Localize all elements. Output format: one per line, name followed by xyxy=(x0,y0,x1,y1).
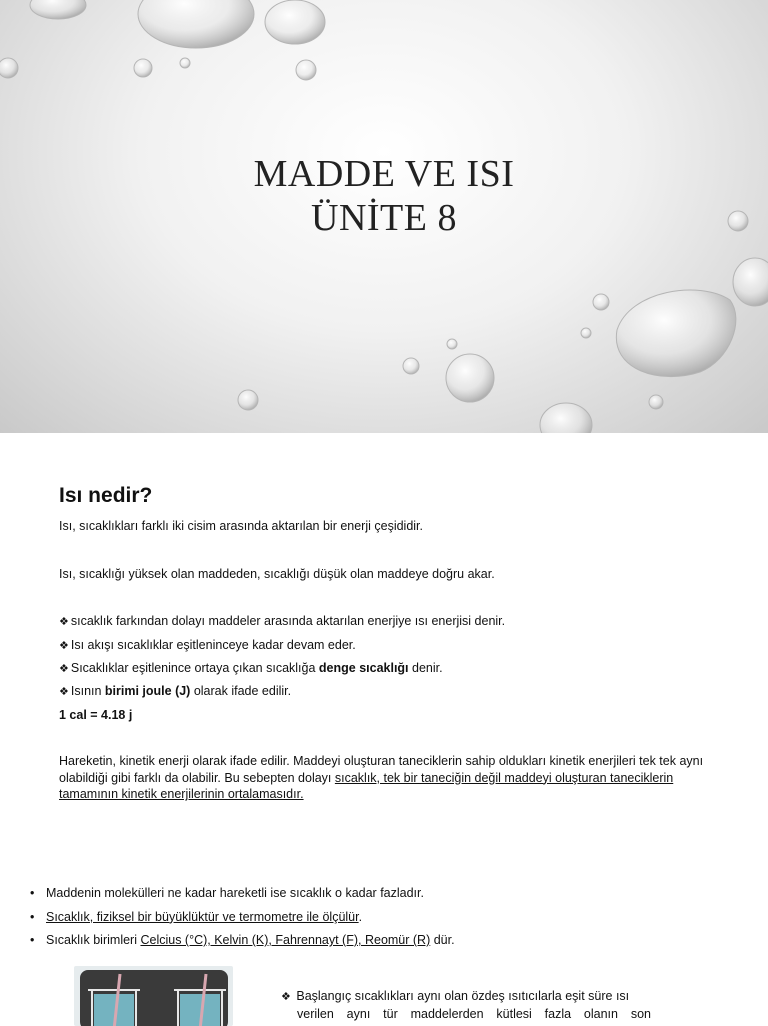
bullet-icon: • xyxy=(30,909,35,924)
beakers-illustration xyxy=(74,966,233,1026)
diamond-item-bold: denge sıcaklığı xyxy=(318,661,409,675)
paragraph-text: Hareketin, kinetik enerji olarak ifade edilir. Maddeyi oluşturan taneciklerin sahip oldukları kinetik enerjileri tek tek aynı olabildiği gibi farklı da olabilir. Bu sebepten dolayı xyxy=(59,754,704,785)
paragraph-underlined: sıcaklık, tek bir taneciğin değil maddeyi oluşturan taneciklerin tamamının kinetik enerjilerinin ortalamasıdır. xyxy=(59,770,674,801)
bottom-paragraph xyxy=(281,988,651,1022)
diamond-item-4 xyxy=(59,683,291,701)
bullet-icon: • xyxy=(30,933,35,947)
diamond-bullet-icon: ❖ xyxy=(59,616,69,628)
list-item-text xyxy=(46,909,362,926)
beakers-image xyxy=(74,966,233,1026)
list-item-text: Maddenin molekülleri ne kadar hareketli ise sıcaklık o kadar fazladır. xyxy=(46,886,424,900)
list-item-text-part: dür. xyxy=(430,933,455,947)
diamond-item-2 xyxy=(59,637,356,655)
list-item-text xyxy=(46,932,455,949)
calorie-conversion: 1 cal = 4.18 j xyxy=(59,708,133,722)
kinetic-paragraph xyxy=(59,753,709,803)
diamond-item-text: Isı akışı sıcaklıklar eşitleninceye kadar devam eder. xyxy=(70,638,356,652)
slide-title xyxy=(0,152,768,240)
heading-isi-nedir: Isı nedir? xyxy=(59,484,153,507)
diamond-item-text: Isının xyxy=(70,684,105,698)
diamond-bullet-icon: ❖ xyxy=(59,663,69,675)
list-item-text-part: Sıcaklık birimleri xyxy=(46,933,141,947)
diamond-item-text: denir. xyxy=(408,661,443,675)
diamond-item-text: olarak ifade edilir. xyxy=(190,684,292,698)
diamond-item-3 xyxy=(59,660,443,678)
diamond-item-text: Sıcaklıklar eşitlenince ortaya çıkan sıcaklığa xyxy=(70,661,319,675)
diamond-bullet-icon: ❖ xyxy=(59,640,69,652)
diamond-bullet-icon: ❖ xyxy=(59,686,69,698)
underlined-text: Sıcaklık, fiziksel bir büyüklüktür ve termometre ile ölçülür xyxy=(46,909,359,924)
diamond-bullet-icon: ❖ xyxy=(281,991,291,1003)
bottom-line-2: verilen aynı tür maddelerden kütlesi fazla olanın son xyxy=(297,1006,651,1021)
title-slide xyxy=(0,0,768,433)
diamond-item-1 xyxy=(59,613,505,631)
diamond-item-bold: birimi joule (J) xyxy=(104,684,191,698)
bullet-icon: • xyxy=(30,886,35,900)
heat-flow-line: Isı, sıcaklığı yüksek olan maddeden, sıcaklığı düşük olan maddeye doğru akar. xyxy=(59,567,495,581)
definition-line: Isı, sıcaklıkları farklı iki cisim arasında aktarılan bir enerji çeşididir. xyxy=(59,519,424,533)
punctuation: . xyxy=(358,909,363,924)
content-slide xyxy=(0,433,768,1024)
bottom-line-1 xyxy=(281,988,651,1006)
title-line-2: ÜNİTE 8 xyxy=(311,197,457,239)
diamond-item-text: sıcaklık farkından dolayı maddeler arasında aktarılan enerjiye ısı enerjisi denir. xyxy=(70,614,506,628)
bottom-line-1-text: Başlangıç sıcaklıkları aynı olan özdeş ısıtıcılarla eşit süre ısı xyxy=(296,989,630,1003)
title-line-1: MADDE VE ISI xyxy=(253,153,515,195)
underlined-text: Celcius (°C), Kelvin (K), Fahrennayt (F), Reomür (R) xyxy=(140,933,431,947)
